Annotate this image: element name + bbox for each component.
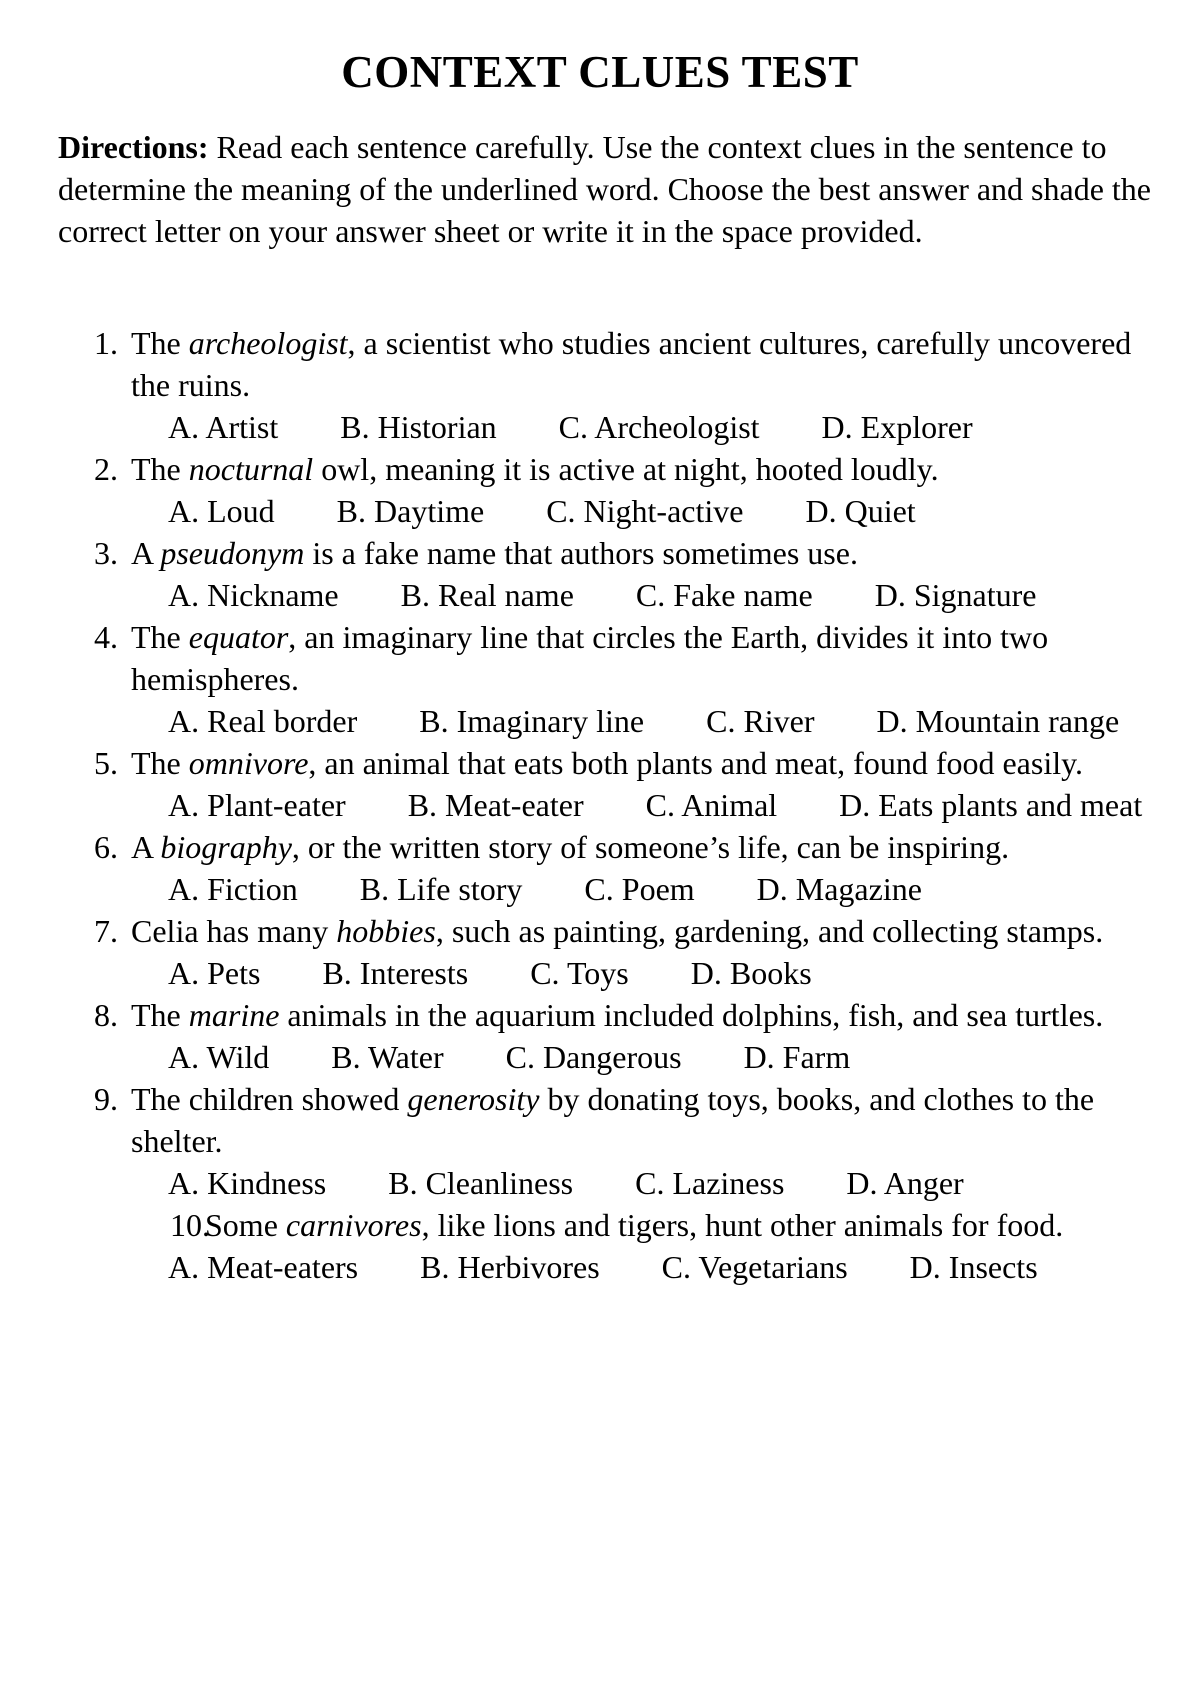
- option-b[interactable]: B. Cleanliness: [388, 1165, 574, 1201]
- option-d[interactable]: D. Farm: [743, 1039, 851, 1075]
- directions-paragraph: [58, 126, 1158, 252]
- option-d[interactable]: D. Eats plants and meat: [839, 787, 1143, 823]
- target-word: nocturnal: [188, 451, 314, 487]
- option-c[interactable]: C. Fake name: [635, 577, 813, 613]
- question-1: [0, 322, 1200, 448]
- target-word: generosity: [407, 1081, 540, 1117]
- question-number: 10.: [170, 1207, 210, 1243]
- option-b[interactable]: B. Historian: [340, 409, 497, 445]
- option-a[interactable]: A. Plant-eater: [168, 787, 346, 823]
- question-stem: [0, 322, 1200, 406]
- page-title: CONTEXT CLUES TEST: [341, 47, 859, 97]
- answer-options: [0, 868, 1200, 910]
- question-number: 1.: [94, 325, 118, 361]
- stem-text-after: , such as painting, gardening, and collecting stamps.: [435, 913, 1104, 949]
- target-word: hobbies: [336, 913, 436, 949]
- question-stem: [0, 1078, 1200, 1162]
- option-d[interactable]: D. Magazine: [756, 871, 922, 907]
- option-a[interactable]: A. Artist: [168, 409, 279, 445]
- stem-text-after: , a scientist who studies ancient cultures, carefully uncovered the ruins.: [131, 325, 1132, 403]
- stem-text-before: The: [131, 619, 189, 655]
- answer-options: [0, 1162, 1200, 1204]
- stem-text-before: Celia has many: [131, 913, 337, 949]
- question-number: 8.: [94, 997, 118, 1033]
- question-9: [0, 1078, 1200, 1204]
- option-a[interactable]: A. Pets: [168, 955, 261, 991]
- question-list: [0, 322, 1200, 1288]
- question-stem: [0, 616, 1200, 700]
- option-b[interactable]: B. Daytime: [336, 493, 485, 529]
- stem-text-before: A: [131, 535, 161, 571]
- option-b[interactable]: B. Life story: [359, 871, 523, 907]
- option-c[interactable]: C. Night-active: [546, 493, 744, 529]
- answer-options: [0, 784, 1200, 826]
- stem-text-before: The: [131, 325, 189, 361]
- target-word: archeologist: [188, 325, 348, 361]
- option-a[interactable]: A. Nickname: [168, 577, 339, 613]
- question-number: 7.: [94, 913, 118, 949]
- question-6: [0, 826, 1200, 910]
- question-3: [0, 532, 1200, 616]
- option-c[interactable]: C. Vegetarians: [661, 1249, 848, 1285]
- question-stem: [0, 994, 1200, 1036]
- option-a[interactable]: A. Wild: [168, 1039, 270, 1075]
- stem-text-after: by donating toys, books, and clothes to the shelter.: [131, 1081, 1095, 1159]
- stem-text-before: The: [131, 451, 189, 487]
- question-2: [0, 448, 1200, 532]
- stem-text-after: , an imaginary line that circles the Earth, divides it into two hemispheres.: [131, 619, 1049, 697]
- option-a[interactable]: A. Kindness: [168, 1165, 327, 1201]
- answer-options: [0, 952, 1200, 994]
- question-number: 6.: [94, 829, 118, 865]
- option-c[interactable]: C. Poem: [584, 871, 695, 907]
- option-d[interactable]: D. Books: [690, 955, 812, 991]
- question-7: [0, 910, 1200, 994]
- option-b[interactable]: B. Imaginary line: [419, 703, 645, 739]
- directions-label: Directions:: [58, 129, 209, 165]
- stem-text-after: , like lions and tigers, hunt other animals for food.: [421, 1207, 1064, 1243]
- answer-options: [0, 1246, 1200, 1288]
- answer-options: [0, 1036, 1200, 1078]
- answer-options: [0, 406, 1200, 448]
- option-c[interactable]: C. Laziness: [635, 1165, 785, 1201]
- question-stem: [0, 742, 1200, 784]
- option-d[interactable]: D. Anger: [846, 1165, 964, 1201]
- option-a[interactable]: A. Meat-eaters: [168, 1249, 359, 1285]
- option-b[interactable]: B. Real name: [400, 577, 574, 613]
- question-number: 2.: [94, 451, 118, 487]
- target-word: biography: [160, 829, 292, 865]
- stem-text-before: The: [131, 745, 189, 781]
- stem-text-before: The children showed: [131, 1081, 408, 1117]
- question-stem: [0, 1204, 1200, 1246]
- option-b[interactable]: B. Water: [331, 1039, 444, 1075]
- question-4: [0, 616, 1200, 742]
- stem-text-before: Some: [205, 1207, 286, 1243]
- stem-text-before: The: [131, 997, 189, 1033]
- option-a[interactable]: A. Loud: [168, 493, 275, 529]
- question-stem: [0, 826, 1200, 868]
- directions-text: Read each sentence carefully. Use the context clues in the sentence to determine the meaning of the underlined word. Choose the best answer and shade the correct letter on your answer sheet or write it in the space provided.: [58, 129, 1151, 249]
- option-d[interactable]: D. Insects: [909, 1249, 1038, 1285]
- target-word: omnivore: [188, 745, 309, 781]
- answer-options: [0, 574, 1200, 616]
- stem-text-after: animals in the aquarium included dolphins, fish, and sea turtles.: [279, 997, 1104, 1033]
- option-c[interactable]: C. Toys: [530, 955, 629, 991]
- option-b[interactable]: B. Interests: [322, 955, 469, 991]
- stem-text-after: is a fake name that authors sometimes use.: [304, 535, 858, 571]
- question-10: [0, 1204, 1200, 1288]
- stem-text-before: A: [131, 829, 161, 865]
- option-a[interactable]: A. Fiction: [168, 871, 298, 907]
- question-stem: [0, 910, 1200, 952]
- question-stem: [0, 448, 1200, 490]
- option-c[interactable]: C. Dangerous: [505, 1039, 682, 1075]
- answer-options: [0, 490, 1200, 532]
- question-number: 4.: [94, 619, 118, 655]
- target-word: pseudonym: [160, 535, 305, 571]
- answer-options: [0, 700, 1200, 742]
- question-8: [0, 994, 1200, 1078]
- question-number: 5.: [94, 745, 118, 781]
- option-d[interactable]: D. Signature: [874, 577, 1037, 613]
- option-c[interactable]: C. Animal: [645, 787, 778, 823]
- target-word: carnivores: [285, 1207, 422, 1243]
- option-c[interactable]: C. Archeologist: [558, 409, 760, 445]
- option-d[interactable]: D. Explorer: [821, 409, 973, 445]
- question-number: 3.: [94, 535, 118, 571]
- target-word: equator: [188, 619, 289, 655]
- option-c[interactable]: C. River: [706, 703, 815, 739]
- option-b[interactable]: B. Herbivores: [420, 1249, 600, 1285]
- stem-text-after: owl, meaning it is active at night, hooted loudly.: [313, 451, 939, 487]
- target-word: marine: [188, 997, 280, 1033]
- option-d[interactable]: D. Mountain range: [876, 703, 1120, 739]
- option-a[interactable]: A. Real border: [168, 703, 358, 739]
- option-d[interactable]: D. Quiet: [805, 493, 916, 529]
- question-5: [0, 742, 1200, 826]
- question-number: 9.: [94, 1081, 118, 1117]
- stem-text-after: , an animal that eats both plants and meat, found food easily.: [308, 745, 1084, 781]
- stem-text-after: , or the written story of someone’s life, can be inspiring.: [291, 829, 1010, 865]
- question-stem: [0, 532, 1200, 574]
- option-b[interactable]: B. Meat-eater: [407, 787, 584, 823]
